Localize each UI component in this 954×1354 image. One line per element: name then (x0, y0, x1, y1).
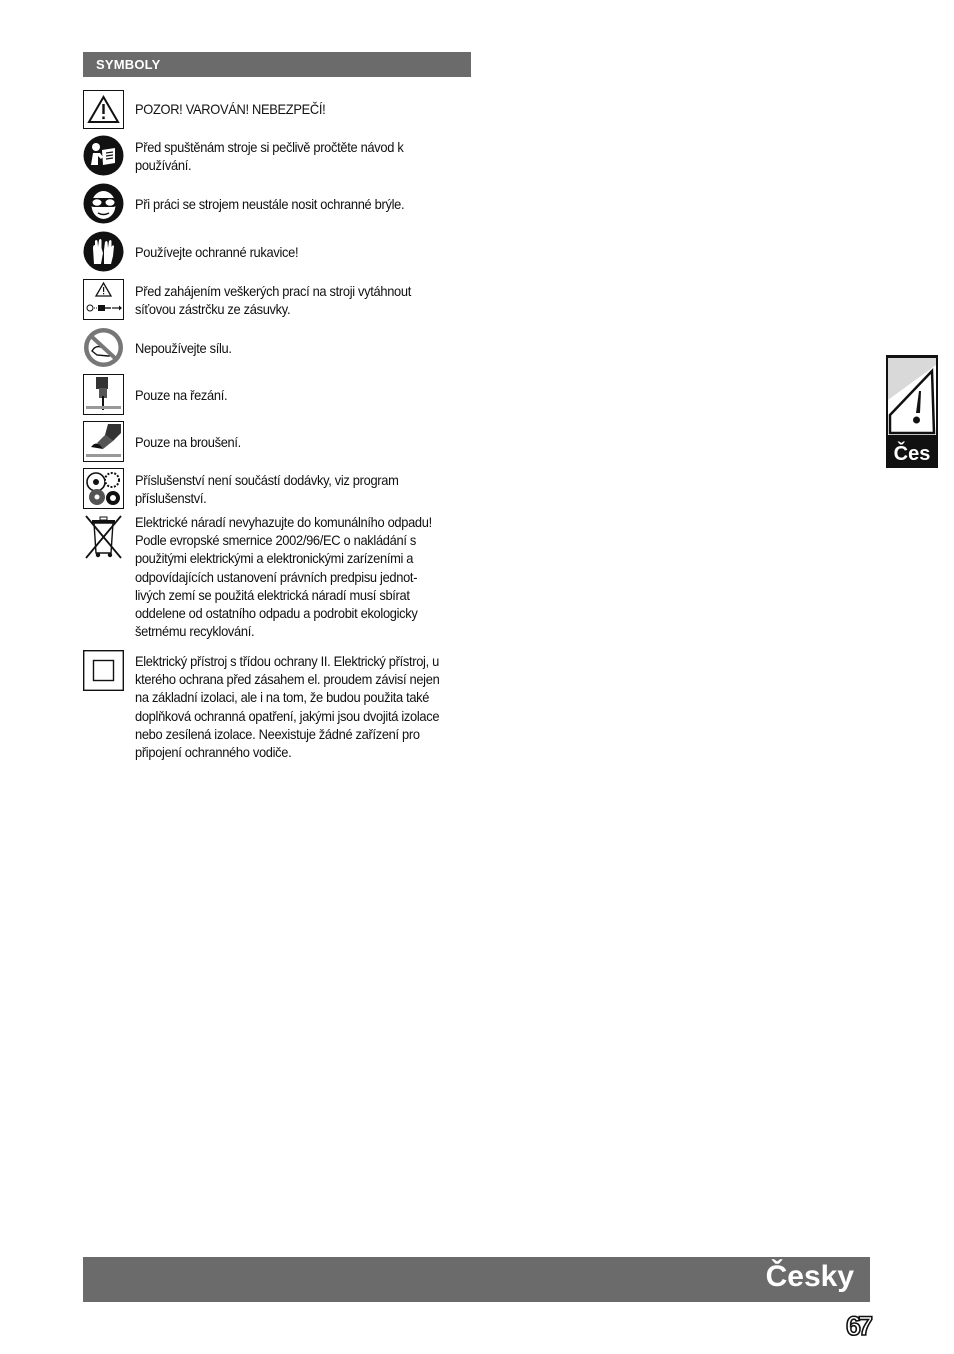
symbol-text: Při práci se strojem neustále nosit ochranné brýle. (135, 196, 405, 212)
language-tab-label: Čes (893, 443, 931, 465)
page-number: 67 (845, 1311, 870, 1341)
warning-triangle-icon (886, 355, 938, 437)
footer-language-title: Česky (765, 1260, 854, 1293)
section-title: SYMBOLY (96, 57, 161, 72)
grinding-only-icon (83, 421, 124, 462)
footer-language-bar (83, 1257, 870, 1302)
class-ii-insulation-icon (83, 650, 124, 691)
safety-goggles-icon (83, 183, 124, 224)
symbol-text: POZOR! VAROVÁN! NEBEZPEČÍ! (135, 101, 326, 117)
symbol-text: Elektrický přístroj s třídou ochrany II. Elektrický přístroj, u kterého ochrana před zásahem el. proudem závisí nejen na základní izolaci, ale i na tom, že budou použita také doplňková ochranná opatření, jakými jsou dvojitá izolace nebo zesílená izolace. Neexistuje žádné zařízení pro připojení ochranného vodiče. (135, 653, 440, 761)
symbol-text: Příslušenství není součástí dodávky, viz program příslušenství. (135, 472, 399, 507)
symbol-text: Před spuštěnám stroje si pečlivě pročtěte návod k používání. (135, 139, 404, 174)
symbol-text: Pouze na broušení. (135, 434, 241, 450)
language-side-tab (886, 355, 938, 468)
no-force-icon (83, 327, 124, 368)
cutting-only-icon (83, 374, 124, 415)
symbol-text: Nepoužívejte sílu. (135, 340, 232, 356)
read-manual-icon (83, 135, 124, 176)
warning-triangle-icon (83, 90, 124, 131)
symbol-text: Pouze na řezání. (135, 387, 228, 403)
weee-bin-icon (83, 513, 124, 554)
protective-gloves-icon (83, 231, 124, 272)
symbol-text: Před zahájením veškerých prací na stroji vytáhnout síťovou zástrčku ze zásuvky. (135, 283, 411, 318)
unplug-before-work-icon (83, 279, 124, 320)
symbol-text: Elektrické náradí nevyhazujte do komunálního odpadu! Podle evropské smernice 2002/96/EC o nakládání s použitými elektrickými a elektronickými zarízeními a odpovídajících ustanovení právních predpisu jednot- livých zemí se použitá elektrická náradí musí sbírat oddelene od ostatního odpadu a podrobit ekologicky šetrnému recyklování. (135, 514, 432, 640)
section-header-symboly (83, 52, 471, 77)
symbol-text: Používejte ochranné rukavice! (135, 244, 299, 260)
accessories-icon (83, 468, 124, 509)
